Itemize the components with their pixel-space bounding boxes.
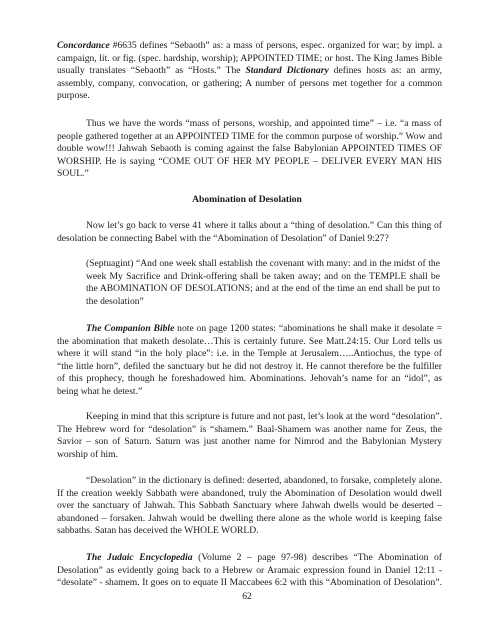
paragraph-judaic-encyclopedia bbox=[57, 552, 442, 588]
standard-dictionary-title: Standard Dictionary bbox=[245, 65, 329, 77]
paragraph-desolation-definition: “Desolation” in the dictionary is defined: deserted, abandoned, to forsake, completely alone. If the creation weekly Sabbath were abandoned, truly the Abomination of Desolation would dwell over the sanctuary of Jahwah. This Sabbath Sanctuary where Jahwah dwells would be deserted – abandoned – forsaken. Jahwah would be dwelling there alone as the whole world is keeping false sabbaths. Satan has deceived the WHOLE WORLD. bbox=[57, 475, 442, 537]
concordance-text-continued: defines hosts as: an army, assembly, company, convocation, or gathering; A number of persons met together for a common purpose. bbox=[57, 65, 442, 102]
companion-bible-title: The Companion Bible bbox=[86, 323, 175, 334]
concordance-title: Concordance bbox=[57, 40, 110, 51]
paragraph-companion-bible bbox=[57, 323, 442, 399]
paragraph-appointed-time: Thus we have the words “mass of persons, worship, and appointed time” – i.e. “a mass of people gathered together at an APPOINTED TIME for the common purpose of worship.” Wow and double wow!!! Jahwah Sebaoth is coming against the false Babylonian APPOINTED TIMES OF WORSHIP. He is saying “COME OUT OF HER MY PEOPLE – DELIVER EVERY MAN HIS SOUL.” bbox=[57, 118, 442, 180]
paragraph-verse-41: Now let’s go back to verse 41 where it talks about a “thing of desolation.” Can this thing of desolation be connecting Babel with the “Abomination of Desolation” of Daniel 9:27? bbox=[57, 220, 442, 244]
judaic-encyclopedia-text: (Volume 2 – page 97-98) describes “The Abomination of Desolation” as evidently going back to a Hebrew or Aramaic expression found in Daniel 12:11 - “desolate” - shamem. It goes on to equate II Maccabees 6:2 with this “Abomination of Desolation”. bbox=[57, 552, 442, 588]
paragraph-septuagint-quote: (Septuagint) “And one week shall establish the covenant with many: and in the midst of the week My Sacrifice and Drink-offering shall be taken away; and on the TEMPLE shall be the ABOMINATION OF DESOLATIONS; and at the end of the time an end shall be put to the desolation” bbox=[86, 258, 440, 307]
judaic-encyclopedia-title: The Judaic Encyclopedia bbox=[86, 552, 193, 563]
page-number: 62 bbox=[242, 591, 252, 602]
paragraph-concordance bbox=[57, 40, 442, 103]
concordance-text: #6635 defines “Sebaoth” as: a mass of persons, espec. organized for war; by impl. a campaign, lit. or fig. (spec. hardship, worship); APPOINTED TIME; or host. The King James Bible usually translates “Sebaoth” as “Hosts.” The bbox=[57, 40, 442, 77]
companion-bible-text: note on page 1200 states: “abominations he shall make it desolate = the abomination that maketh desolate…This is certainly future. See Matt.24:15. Our Lord tells us where it will stand “in the holy place”: i.e. in the Temple at Jerusalem…..Antiochus, the type of “the little horn”, defiled the sanctuary but he did not destroy it. He cannot therefore be the fulfiller of this prophecy, though he foreshadowed him. Abominations. Jehovah’s name for an “idol”, as being what he detest.” bbox=[57, 323, 442, 397]
paragraph-shamem: Keeping in mind that this scripture is future and not past, let’s look at the word “desolation”. The Hebrew word for “desolation” is “shamem.” Baal-Shamem was another name for Zeus, the Savior – son of Saturn. Saturn was just another name for Nimrod and the Babylonian Mystery worship of him. bbox=[57, 411, 442, 460]
section-heading: Abomination of Desolation bbox=[192, 194, 302, 205]
